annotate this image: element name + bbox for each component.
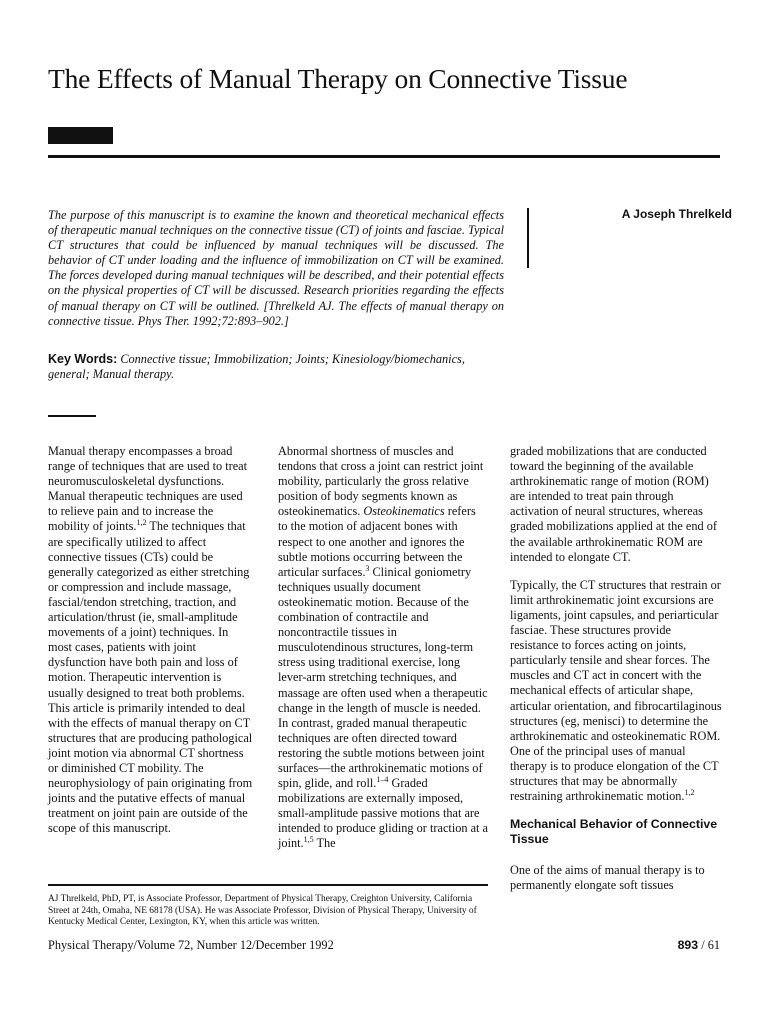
paragraph-text: Manual therapy encompasses a broad range of techniques that are used to treat neuromusculoskeletal dysfunctions. Manual therapeutic techniques are used to relieve pain and to increase the mobility of joints.: [48, 444, 248, 534]
abstract-text: The purpose of this manuscript is to examine the known and theoretical mechanical effects of therapeutic manual techniques on the connective tissue (CT) of joints and fasciae. Typical CT structures that could be influenced by manual techniques will be discussed. The behavior of CT under loading and the influence of immobilization on CT will be examined. The forces developed during manual techniques will be described, and their potential effects on the physical properties of CT will be discussed. Research priorities regarding the effects of manual therapy on CT will be outlined. [Threlkeld AJ. The effects of manual therapy on connective tissue. Phys Ther. 1992;72:893–902.]: [48, 208, 504, 328]
citation: 1,5: [303, 835, 314, 845]
page-number-suffix: / 61: [698, 938, 720, 952]
header-rule: [48, 155, 720, 158]
paragraph-text: Clinical goniometry techniques usually document osteokinematic motion. Because of the combination of contractile and noncontractile tissues in musculotendinous structures, long-term stress using traditional exercise, long lever-arm stretching techniques, and massage are often used when a therapeutic change in the length of muscle is needed. In contrast, graded manual therapeutic techniques are often directed toward restoring the subtle motions between joint surfaces—the arthrokinematic motions of spin, glide, and roll.: [278, 564, 488, 791]
page-number-value: 893: [677, 938, 699, 952]
keywords-text: Connective tissue; Immobilization; Joints; Kinesiology/biomechanics, general; Manual therapy.: [48, 352, 465, 382]
footnote-rule: [48, 884, 488, 886]
paragraph: [48, 444, 254, 836]
keywords-label: Key Words:: [48, 352, 118, 366]
paragraph-text: Abnormal shortness of muscles and tendons that cross a joint can restrict joint mobility, particularly the gross relative position of body segments known as osteokinematics.: [278, 444, 484, 519]
section-divider: [48, 415, 96, 417]
paragraph: graded mobilizations that are conducted toward the beginning of the available arthrokinematic range of motion (ROM) are intended to treat pain through activation of neural structures, whereas graded mobilizations applied at the end of the available arthrokinematic ROM are intended to elongate CT.: [510, 444, 717, 564]
paragraph-text: Graded mobilizations are externally imposed, small-amplitude passive motions that are intended to produce gliding or traction at a joint.: [278, 776, 489, 851]
page-title: The Effects of Manual Therapy on Connective Tissue: [48, 63, 628, 94]
keywords: [48, 352, 504, 382]
paragraph-text: The techniques that are specifically utilized to affect connective tissues (CTs) could be generally categorized as either stretching or compression and include massage, fascial/tendon stretching, traction, and articulation/thrust (ie, small-amplitude movements of a joint) techniques. In most cases, patients with joint dysfunction have both pain and loss of motion. Therapeutic intervention is usually designed to treat both problems. This article is primarily intended to deal with the effects of manual therapy on CT structures that are producing pathological joint motion via abnormal CT shortness or diminished CT mobility. The neurophysiology of pain originating from joints and the putative effects of manual treatment on joint pain are outside of the scope of this manuscript.: [48, 519, 253, 836]
author-divider: [527, 208, 529, 268]
body-column-2: [278, 444, 488, 865]
emphasis-term: Osteokinematics: [363, 504, 445, 519]
paragraph: [278, 444, 488, 852]
paragraph-text: Typically, the CT structures that restrain or limit arthrokinematic joint excursions are ligaments, joint capsules, and periarticular fasciae. These structures provide resistance to forces acting on joints, particularly tensile and shear forces. The muscles and CT act in concert with the mechanical effects of articular shape, articular orientation, and fibrocartilaginous structures (eg, menisci) to determine the arthrokinematic and osteokinematic ROM. One of the principal uses of manual therapy is to produce elongation of the CT structures that may be abnormally restraining arthrokinematic motion.: [510, 577, 722, 804]
page-number: [678, 938, 720, 953]
section-heading: Mechanical Behavior of Connective Tissue: [510, 817, 718, 847]
paragraph-text: The: [313, 836, 336, 851]
author-name: A Joseph Threlkeld: [621, 207, 732, 221]
citation: 1,2: [136, 518, 147, 528]
paragraph-text: refers to the motion of adjacent bones with respect to one another and ignores the subtle motions occurring between the articular surfaces.: [278, 504, 476, 579]
paragraph: One of the aims of manual therapy is to permanently elongate soft tissues: [510, 863, 705, 893]
body-column-1: [48, 444, 254, 849]
citation: 1–4: [376, 774, 389, 784]
paragraph: [510, 578, 722, 804]
citation: 1,2: [684, 787, 695, 797]
abstract: [48, 208, 504, 329]
journal-footer: Physical Therapy/Volume 72, Number 12/December 1992: [48, 938, 334, 952]
author-footnote: AJ Threlkeld, PhD, PT, is Associate Professor, Department of Physical Therapy, Creighton University, California Street at 24th, Omaha, NE 68178 (USA). He was Associate Professor, Division of Physical Therapy, University of Kentucky Medical Center, Lexington, KY, when this article was written.: [48, 894, 477, 928]
title-block-decoration: [48, 127, 113, 144]
body-column-3: [510, 444, 722, 906]
citation: 3: [365, 563, 370, 573]
